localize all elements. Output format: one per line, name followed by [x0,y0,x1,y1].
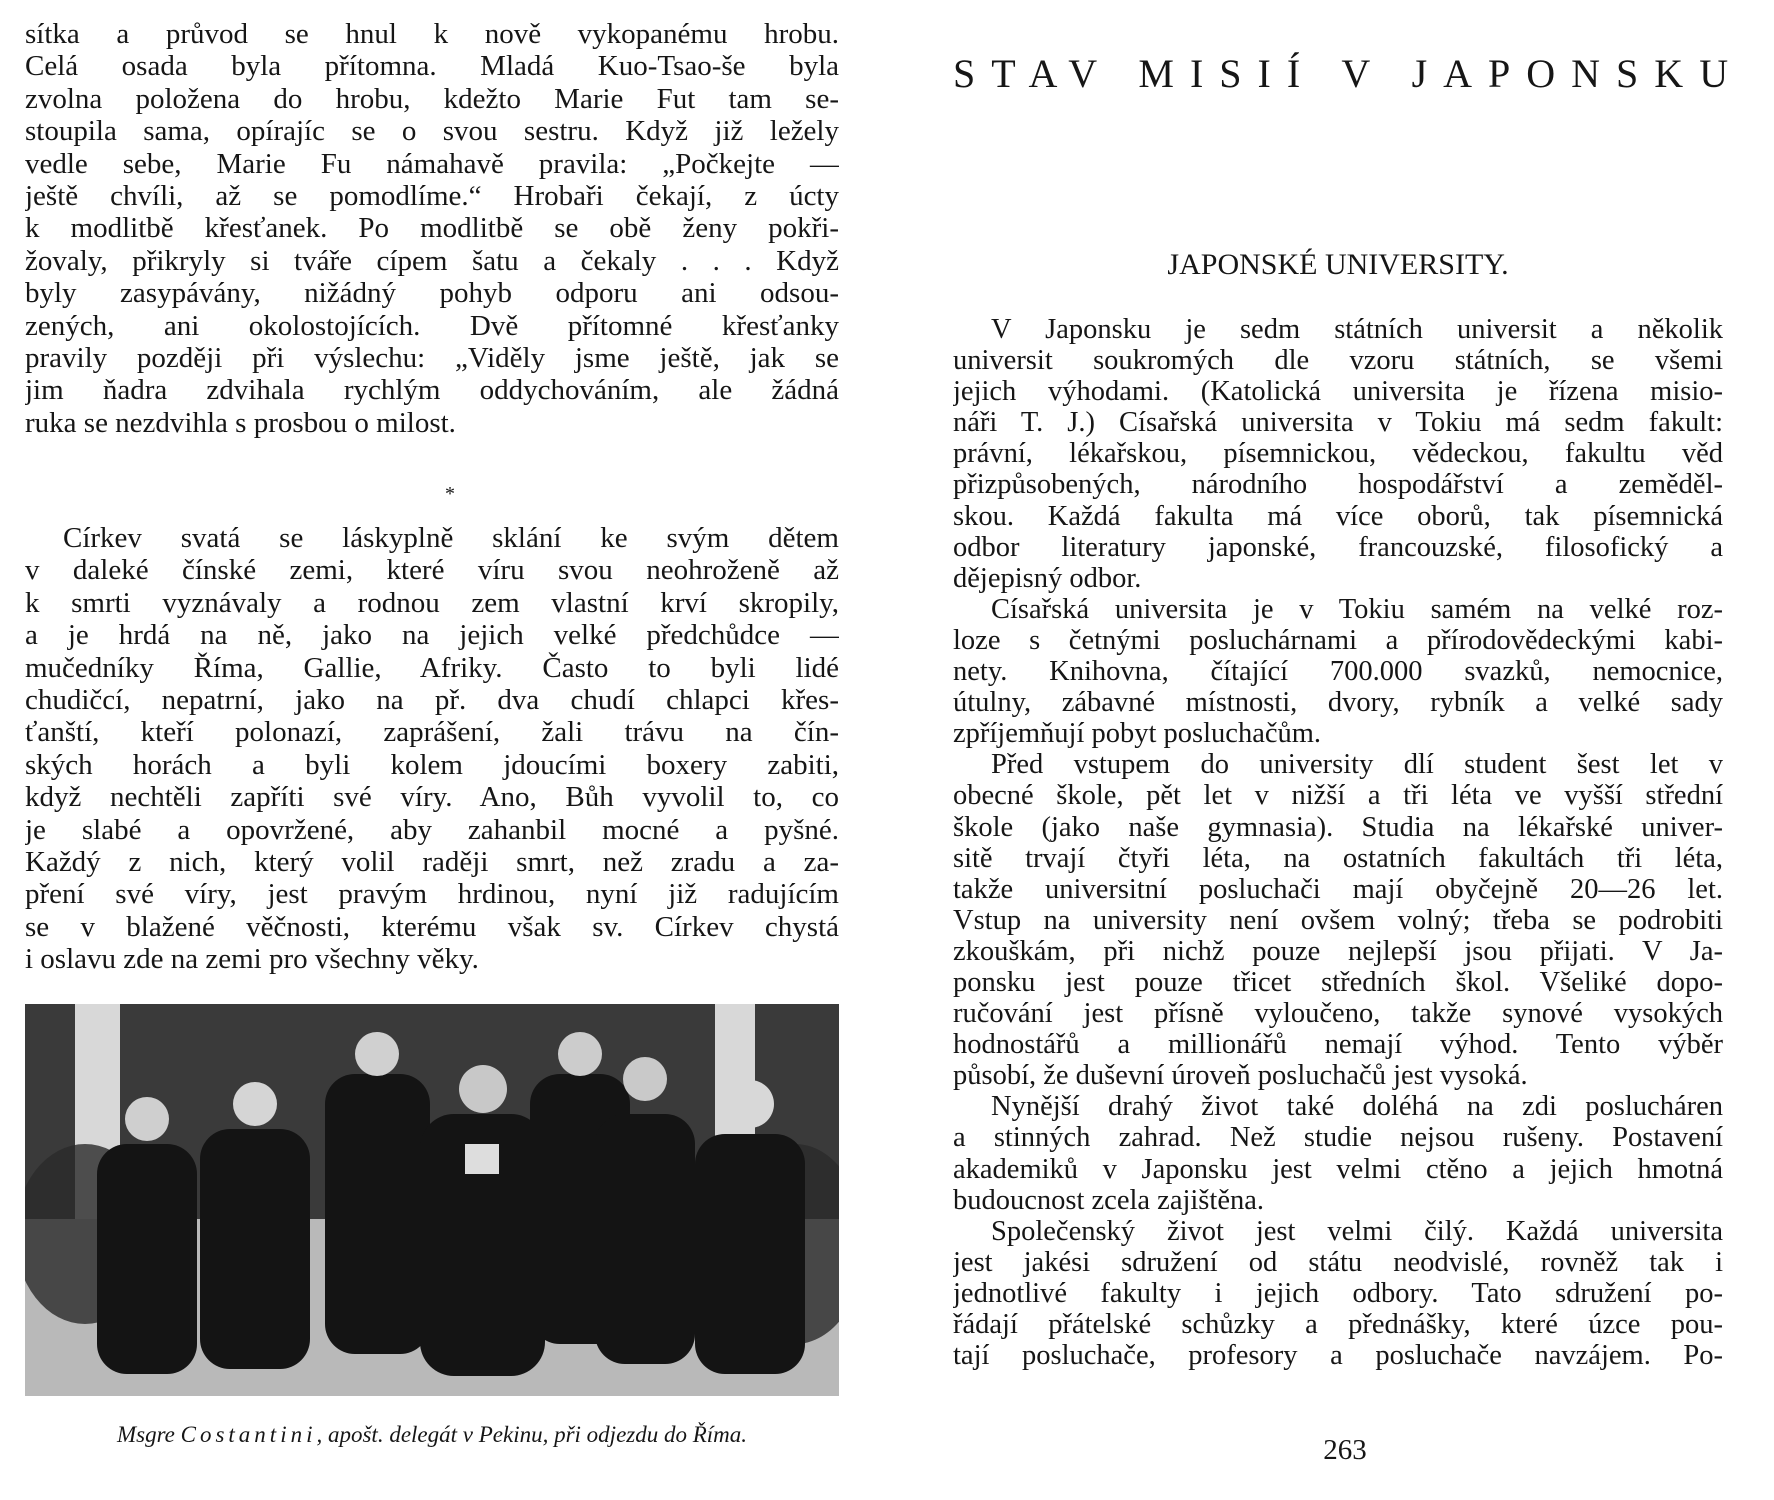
right-paragraph-1 [953,314,1723,594]
text-line: sítka a průvod se hnul k nově vykopanému hrobu. [25,18,839,50]
text-line: Každý z nich, který volil raději smrt, než zradu a za- [25,845,839,878]
text-line: ruka se nezdvihla s prosbou o milost. [25,406,456,439]
text-line: když nechtěli zapříti své víry. Ano, Bůh vyvolil to, co [25,781,839,814]
text-line: právní, lékařskou, písemnickou, vědeckou, fakultu věd [953,438,1723,470]
text-line: jim ňadra zdvihala rychlým oddychováním, ale žádná [25,374,839,407]
text-line: je slabé a opovržené, aby zahanbil mocné a pyšné. [25,813,839,846]
text-line: skou. Každá fakulta má více oborů, tak písemnická [953,500,1723,532]
text-line: odbor literatury japonské, francouzské, filosofický a [953,531,1723,563]
text-line: k smrti vyznávaly a rodnou zem vlastní krví skropily, [25,586,839,619]
caption-prefix: Msgre [116,1422,181,1447]
text-line: a je hrdá na ně, jako na jejich velké předchůdce — [25,619,839,652]
right-paragraph-5 [953,1216,1723,1371]
text-line: universit soukromých dle vzoru státních, se všemi [953,345,1723,377]
group-photo-image [25,1004,839,1396]
text-line: útulny, zábavné místnosti, dvory, rybník a velké sady [953,687,1723,719]
person-3 [325,1032,430,1354]
text-line: přizpůsobených, národního hospodářství a zeměděl- [953,469,1723,501]
text-line: takže universitní posluchači mají obyčejně 20—26 let. [953,873,1723,905]
left-paragraph-1 [25,18,839,439]
text-line: ručování jest přísně vyloučeno, takže synové vysokých [953,998,1723,1030]
text-line: ponsku jest pouze třicet středních škol. Všeliké dopo- [953,966,1723,998]
text-line: ských horách a byli kolem jdoucími boxery zabiti, [25,748,839,781]
text-line: zpříjemňují pobyt posluchačům. [953,718,1322,750]
text-line: nety. Knihovna, čítající 700.000 svazků, nemocnice, [953,656,1723,688]
text-line: Církev svatá se láskyplně sklání ke svým dětem [63,522,839,554]
text-line: mučedníky Říma, Gallie, Afriky. Často to byli lidé [25,651,839,684]
text-line: obecné škole, pět let v nižší a tři léta ve vyšší střední [953,780,1723,812]
text-line: Vstup na university není ovšem volný; třeba se podrobiti [953,904,1723,936]
text-line: i oslavu zde na zemi pro všechny věky. [25,943,479,976]
right-page-body [953,314,1723,1371]
right-paragraph-3 [953,749,1723,1091]
right-paragraph-2 [953,594,1723,749]
text-line: jest jakési sdružení od státu neodvislé, rovněž tak i [953,1246,1723,1278]
text-line: jednotlivé fakulty i jejich odbory. Tato sdružení po- [953,1277,1723,1309]
text-line: Společenský život jest velmi čilý. Každá universita [991,1215,1723,1247]
text-line: chudičcí, nepatrní, jako na př. dva chudí chlapci křes- [25,683,839,716]
text-line: Císařská universita je v Tokiu samém na velké roz- [991,593,1723,625]
text-line: působí, že duševní úroveň posluchačů jest vysoká. [953,1060,1528,1092]
text-line: stoupila sama, opírajíc se o svou sestru. Když již ležely [25,115,839,148]
chapter-title: STAV MISIÍ V JAPONSKU [953,51,1745,96]
page-number: 263 [1323,1434,1367,1466]
text-line: řádají přátelské schůzky a přednášky, které úzce pou- [953,1309,1723,1340]
text-line: žovaly, přikryly si tváře cípem šatu a čekaly . . . Když [25,244,839,277]
text-line: škole (jako naše gymnasia). Studia na lékařské univer- [953,811,1723,843]
text-line: tají posluchače, profesory a posluchače navzájem. Po- [953,1340,1723,1372]
text-line: v daleké čínské zemi, které víru svou neohroženě až [25,554,839,587]
text-line: zkouškám, při nichž pouze nejlepší jsou přijati. V Ja- [953,935,1723,967]
text-line: se v blažené věčnosti, kterému však sv. Církev chystá [25,910,839,943]
text-line: Nynější drahý život také doléhá na zdi poslucháren [991,1091,1723,1123]
text-line: byly zasypávány, nižádný pohyb odporu ani odsou- [25,277,839,310]
text-line: jejich výhodami. (Katolická universita je řízena misio- [953,376,1723,408]
text-line: budoucnost zcela zajištěna. [953,1184,1264,1216]
text-line: ťanští, kteří polonazí, zaprášení, žali trávu na čín- [25,716,839,749]
right-paragraph-4 [953,1091,1723,1215]
text-line: dějepisný odbor. [953,562,1142,594]
text-line: Před vstupem do university dlí student šest let v [991,749,1723,781]
section-separator-star: * [445,483,455,505]
photo-caption [25,1420,839,1450]
section-heading: JAPONSKÉ UNIVERSITY. [1167,248,1509,281]
text-line: náři T. J.) Císařská universita v Tokiu má sedm fakult: [953,407,1723,439]
text-line: pření své víry, jest pravým hrdinou, nyní již radujícím [25,878,839,911]
text-line: akademiků v Japonsku jest velmi ctěno a jejich hmotná [953,1153,1723,1185]
caption-name: Costantini [180,1422,317,1447]
text-line: zených, ani okolostojících. Dvě přítomné křesťanky [25,309,839,342]
text-line: hodnostářů a millionářů nemají výhod. Tento výběr [953,1029,1723,1061]
left-paragraph-2 [25,522,839,975]
group-photo [25,1004,839,1396]
text-line: pravily později při výslechu: „Viděly jsme ještě, jak se [25,341,839,374]
text-line: ještě chvíli, až se pomodlíme.“ Hrobaři čekají, z úcty [25,179,839,212]
text-line: loze s četnými posluchárnami a přírodovědeckými kabi- [953,624,1723,656]
text-line: Celá osada byla přítomna. Mladá Kuo-Tsao-še byla [25,50,839,83]
text-line: sitě trvají čtyři léta, na ostatních fakultách tři léta, [953,842,1723,874]
text-line: a stinných zahrad. Než studie nejsou rušeny. Postavení [953,1122,1723,1154]
text-line: vedle sebe, Marie Fu námahavě pravila: „Počkejte — [25,147,839,180]
text-line: k modlitbě křesťanek. Po modlitbě se obě ženy pokři- [25,212,839,245]
text-line: zvolna položena do hrobu, kdežto Marie Fut tam se- [25,82,839,115]
caption-rest: , apošt. delegát v Pekinu, při odjezdu do Říma. [316,1422,748,1447]
text-line: V Japonsku je sedm státních universit a několik [991,314,1723,345]
